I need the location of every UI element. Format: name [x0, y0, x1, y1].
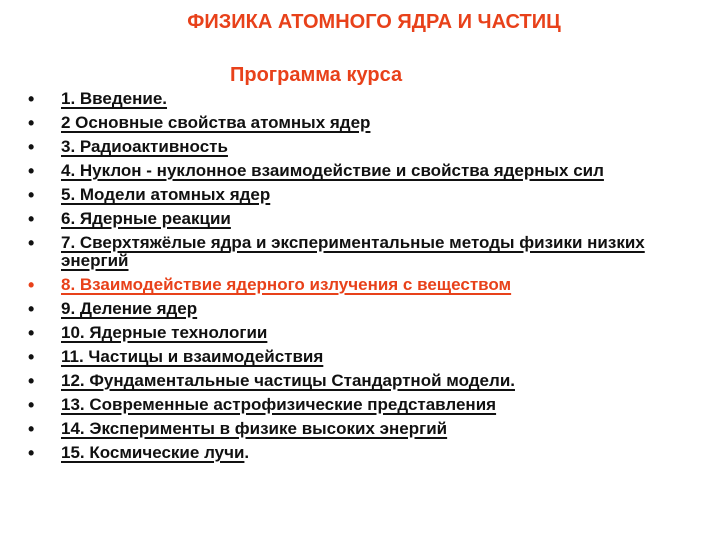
bullet-icon: •	[28, 443, 35, 463]
list-item-highlighted[interactable]	[28, 276, 688, 294]
list-item-link[interactable]: 6. Ядерные реакции	[61, 209, 231, 228]
list-item[interactable]	[28, 396, 688, 414]
list-item-link[interactable]: 2 Основные свойства атомных ядер	[61, 113, 371, 132]
list-item[interactable]	[28, 114, 688, 132]
list-item-link[interactable]: 4. Нуклон - нуклонное взаимодействие и свойства ядерных сил	[61, 161, 604, 180]
list-item[interactable]	[28, 348, 688, 366]
list-item[interactable]	[28, 372, 688, 390]
list-item-link[interactable]: 10. Ядерные технологии	[61, 323, 268, 342]
list-item-link[interactable]: 8. Взаимодействие ядерного излучения с веществом	[61, 275, 512, 294]
list-item[interactable]	[28, 210, 688, 228]
list-item-link[interactable]: 9. Деление ядер	[61, 299, 198, 318]
bullet-icon: •	[28, 89, 35, 109]
bullet-icon: •	[28, 419, 35, 439]
list-item[interactable]	[28, 324, 688, 342]
list-item-link[interactable]: 13. Современные астрофизические представления	[61, 395, 497, 414]
list-item[interactable]	[28, 162, 688, 180]
bullet-icon: •	[28, 137, 35, 157]
list-item-link[interactable]: 15. Космические лучи	[61, 443, 245, 462]
bullet-icon: •	[28, 113, 35, 133]
list-item[interactable]	[28, 138, 688, 156]
bullet-icon: •	[28, 347, 35, 367]
list-item[interactable]	[28, 186, 688, 204]
list-item-link[interactable]: 12. Фундаментальные частицы Стандартной модели.	[61, 371, 515, 390]
list-item[interactable]	[28, 420, 688, 438]
list-item-link[interactable]: 3. Радиоактивность	[61, 137, 228, 156]
list-item-link[interactable]: 11. Частицы и взаимодействия	[61, 347, 324, 366]
list-item-link[interactable]: 7. Сверхтяжёлые ядра и экспериментальные методы физики низких энергий	[61, 233, 645, 270]
bullet-icon: •	[28, 209, 35, 229]
list-item[interactable]	[28, 300, 688, 318]
list-item[interactable]	[28, 234, 688, 270]
list-item[interactable]	[28, 90, 688, 108]
bullet-icon: •	[28, 233, 35, 253]
bullet-icon: •	[28, 299, 35, 319]
bullet-icon: •	[28, 161, 35, 181]
list-item-link[interactable]: 1. Введение.	[61, 89, 168, 108]
list-item-suffix: .	[244, 443, 250, 462]
bullet-icon: •	[28, 323, 35, 343]
bullet-icon: •	[28, 371, 35, 391]
bullet-icon: •	[28, 185, 35, 205]
list-item-link[interactable]: 5. Модели атомных ядер	[61, 185, 271, 204]
bullet-icon: •	[28, 275, 35, 295]
slide-subtitle: Программа курса	[230, 64, 403, 86]
course-program-list	[28, 84, 688, 468]
slide-title: ФИЗИКА АТОМНОГО ЯДРА И ЧАСТИЦ	[187, 11, 561, 33]
list-item-link[interactable]: 14. Эксперименты в физике высоких энергий	[61, 419, 448, 438]
bullet-icon: •	[28, 395, 35, 415]
list-item[interactable]	[28, 444, 688, 462]
